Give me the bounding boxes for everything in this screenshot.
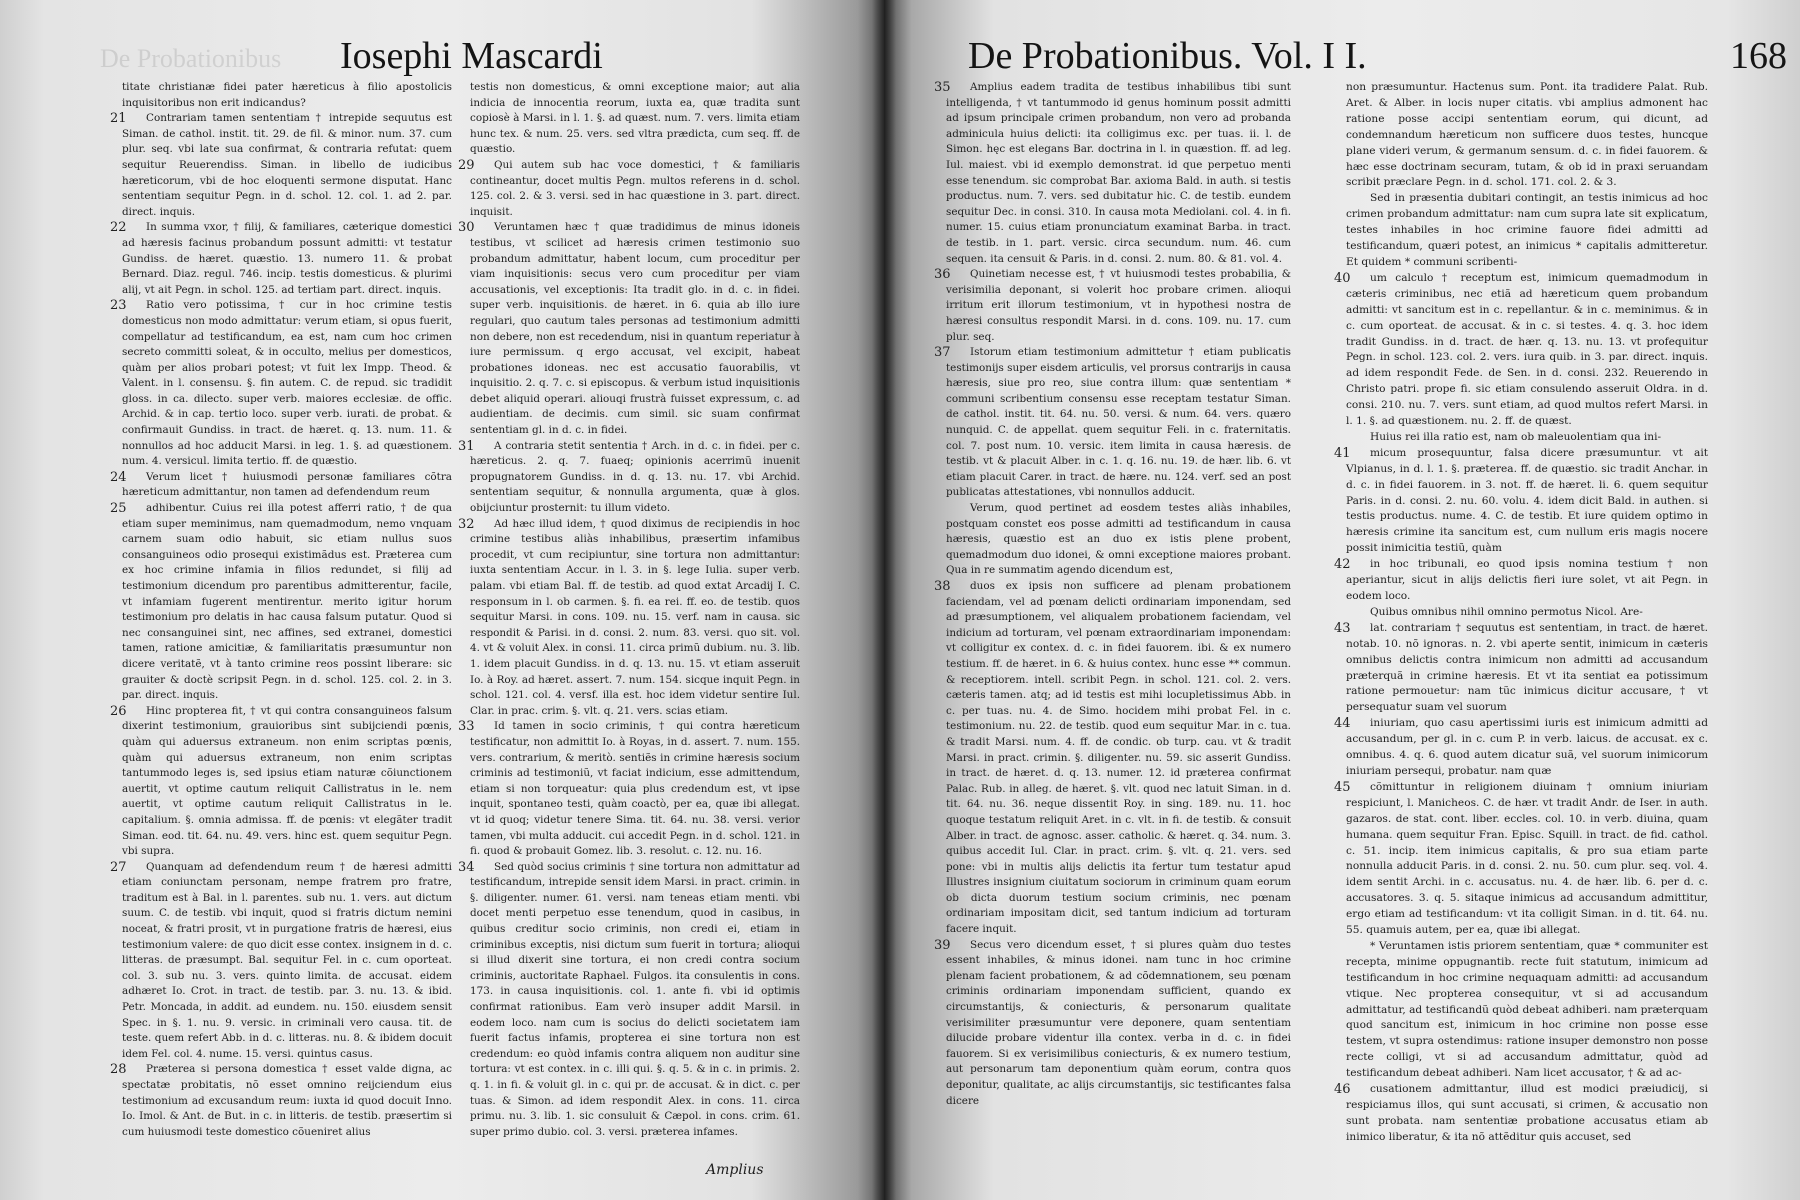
margin-number: 42 xyxy=(1334,557,1351,573)
margin-number: 38 xyxy=(934,579,951,594)
paragraph xyxy=(1346,80,1708,191)
margin-number: 46 xyxy=(1334,1082,1351,1098)
paragraph xyxy=(1334,270,1708,430)
margin-number: 23 xyxy=(110,298,127,314)
paragraph xyxy=(458,157,800,220)
paragraph-text: Contrariam tamen sententiam † intrepide sequutus est Siman. de cathol. instit. tit. 29. de fil. & minor. num. 37. cum plur. seq. vbi late sua confirmat, & contraria refutat: quem sequitur Reuerendiss. Siman. in libello de iudicibus hæreticorum, vbi de hoc eloquenti sermone disputat. Hanc sententiam sequitur Pegn. in d. schol. 12. col. 1. ad 2. par. direct. inquis. xyxy=(122,112,452,218)
paragraph-text: Secus vero dicendum esset, † si plures quàm duo testes essent inhabiles, & minus idonei. nam tunc in hoc crimine plenam facient probationem, & ad cõdemnationem, seu pœnam criminis ordinariam imponendam sufficient, quando ex circumstantijs, & coniecturis, & personarum qualitate verisimiliter præsumuntur vere deponere, quam sententiam dilucide probare videntur illa contex. verba in d. c. in fidei fauorem. Si ex verisimilibus coniecturis, & ex numero testium, aut personarum tam deponentium quàm eorum, contra quos deponitur, qualitate, ac alijs circumstantijs, sic testificantes falsa dicere xyxy=(946,938,1291,1107)
paragraph-text: * Veruntamen istis priorem sententiam, quæ * communiter est recepta, minime oppugnantib. recte fuit statutum, inimicum ad testificandum in hoc crimine nequaquam admitti: ad accusandum vtique. Nec propterea consequitur, vt si ad accusandum admittatur, ad testificandũ quòd debeat adhiberi. nam præterquam quod sancitum est, inimicum in hoc crimine non posse esse testem, vt supra ostendimus: ratione insuper demonstro non posse recte colligi, vt si ad accusandum admittatur, quòd ad testificandum debeat adhiberi. Nam licet accusator, † & ad ac- xyxy=(1346,939,1708,1080)
paragraph-text: Veruntamen hæc † quæ tradidimus de minus idoneis testibus, vt scilicet ad hæresis crimen testimonio suo probandum admittatur, habent locum, cum proceditur per viam inquisitionis: secus vero cum proceditur per viam accusationis, vel exceptionis: Ita tradit glo. in d. c. in fidei. super verb. inquisitionis. de hæret. in 6. quia ab illo iure regulari, quo cautum tales personas ad testimonium admitti non debere, non est recedendum, nisi in quantum reperiatur à iure permissum. q ergo accusat, vel excipit, habeat probationes idoneas. nec est accusatio fauorabilis, vt inquisitio. 2. q. 7. c. si episcopus. & verbum istud inquisitionis debet aliquid operari. aliouqi frustrà fuisset expressum, c. ad audientiam. de decimis. cum simil. sic suam confirmat sententiam gl. in d. c. in fidei. xyxy=(470,221,800,437)
paragraph xyxy=(934,267,1291,345)
paragraph xyxy=(934,579,1291,938)
text-column-right xyxy=(458,80,800,1140)
bleed-through-header: De Probationibus xyxy=(100,44,282,73)
margin-number: 44 xyxy=(1334,716,1351,732)
paragraph xyxy=(1346,605,1708,621)
paragraph-text: micum prosequuntur, falsa dicere præsumuntur. vt ait Vlpianus, in d. l. 1. §. præterea. ff. de quæstio. sic tradit Anchar. in d. c. in fidei fauorem. in 3. not. ff. de hæret. li. 6. quem sequitur Paris. in d. consi. 2. nu. 60. volu. 4. idem dicit Bald. in authen. si testis productus. nume. 4. C. de testib. Et iure quidem optimo in hæresis crimine ita sancitum est, cum nullum eris magis nocere possit inimicitia testiũ, quàm xyxy=(1346,446,1708,555)
paragraph xyxy=(458,859,800,1141)
paragraph-text: Ad hæc illud idem, † quod diximus de recipiendis in hoc crimine testibus aliàs inhabilibus, præsertim infamibus procedit, vt cum recipiuntur, sine tortura non admittantur: iuxta sententiam Accur. in l. 3. in §. lege Iulia. super verb. palam. vbi etiam Bal. ff. de testib. ad quod extat Arcadij I. C. responsum in l. ob carmen. §. fi. ea rei. ff. eo. de testib. quos sequitur Marsi. in cons. 109. nu. 15. verf. nam in causa. sic respondit & Parisi. in d. consi. 2. num. 83. versi. quo sit. vol. 4. vt & voluit Alex. in consi. 11. circa primũ dubium. nu. 3. lib. 1. idem placuit Gundiss. in d. q. 13. nu. 15. vt etiam asseruit Io. à Roy. ad hæret. assert. 7. num. 154. sicque inquit Pegn. in schol. 121. col. 4. versf. illa est. hoc idem videtur sentire Iul. Clar. in prac. crim. §. vlt. q. 21. vers. scias etiam. xyxy=(470,517,800,717)
paragraph xyxy=(458,719,800,859)
paragraph-text: Hinc propterea fit, † vt qui contra consanguineos falsum dixerint testimonium, grauioribus sint subijciendi pœnis, quàm qui aduersus extraneum. non enim scriptas pœnis, quàm qui aduersus extraneum, non enim scriptas tantummodo leges is, sed ipsius etiam naturæ cõiunctionem auertit, vt optime cautum reliquit Callistratus in le. nem auertit, vt optime cautum reliquit Callistratus in le. capitalium. §. omnia admissa. ff. de pœnis: vt elegãter tradit Siman. eod. tit. 64. nu. 49. vers. hinc est. quem sequitur Pegn. vbi supra. xyxy=(122,704,452,858)
paragraph xyxy=(1346,191,1708,271)
paragraph xyxy=(934,345,1291,501)
paragraph-text: Verum, quod pertinet ad eosdem testes aliàs inhabiles, postquam constet eos posse admitti ad testificandum in causa hæresis, quæstio est an duo ex istis plene probent, quemadmodum duo idonei, & omni exceptione maiores probant. Qua in re summatim agendo dicendum est, xyxy=(946,502,1291,577)
margin-number: 45 xyxy=(1334,779,1351,795)
paragraph-text: non præsumuntur. Hactenus sum. Pont. ita tradidere Palat. Rub. Aret. & Alber. in locis nuper citatis. vbi amplius admonent hac ratione posse accipi sententiam eorum, qui dicunt, ad condemnandum hæreticum non sufficere duos testes, huncque plane videri verum, & germanum sensum. d. c. in fidei fauorem. & hæc esse doctrinam securam, tutam, & ob id in praxi seruandam scribit præclare Pegn. in d. schol. 171. col. 2. & 3. xyxy=(1346,81,1708,189)
paragraph-text: Ratio vero potissima, † cur in hoc crimine testis domesticus non modo admittatur: verum etiam, si opus fuerit, compellatur ad testificandum, ea est, nam cum hoc crimen secreto committi soleat, & in occulto, melius per domesticos, quàm per alios probari potest; vt fuit lex Impp. Theod. & Valent. in l. consensu. §. fin autem. C. de repud. sic tradidit gloss. in ca. dilecto. super verb. maiores ecclesiæ. de offic. Archid. & in cap. tertio loco. super verb. iurati. de probat. & confirmauit Gundiss. in tract. de hæret. q. 13. num. 11. & nonnullos ad hoc adducit Marsi. in leg. 1. §. ad quæstionem. num. 4. versicul. limita tertio. ff. de quæstio. xyxy=(122,299,452,468)
paragraph xyxy=(1334,779,1708,939)
catchword: Amplius xyxy=(706,1162,764,1178)
running-header: De Probationibus. Vol. I I. xyxy=(968,35,1367,77)
right-page xyxy=(884,0,1800,1200)
paragraph-text: cõmittuntur in religionem diuinam † omnium iniuriam respiciunt, l. Manicheos. C. de hær. vt tradit Andr. de Iser. in auth. gazaros. de stat. cont. liber. eccles. col. 10. in verb. diuina, quam humana. quem sequitur Fran. Episc. Squill. in tract. de fid. cathol. c. 51. incip. item inimicus capitalis, & pro sua etiam parte nonnulla adducit Paris. in d. consi. 2. nu. 50. cum plur. seq. vol. 4. idem sentit Archi. in c. accusatus. nu. 4. de hær. lib. 6. per d. c. accusatores. 3. q. 5. sitaque inimicus ad accusandum admittitur, ergo etiam ad testificandum: vt ita colligit Siman. in d. tit. 64. nu. 55. quamuis autem, per ea, quæ ibi allegat. xyxy=(1346,780,1708,937)
paragraph-text: Sed in præsentia dubitari contingit, an testis inimicus ad hoc crimen probandum admittatur: nam cum supra late sit explicatum, testes inhabiles in hoc crimine fauore fidei admitti ad testificandum, quæri potest, an inimicus * capitalis admitteretur. Et quidem * communi scribenti- xyxy=(1346,192,1708,268)
margin-number: 34 xyxy=(458,859,475,875)
paragraph-text: Verum licet † huiusmodi personæ familiares cõtra hæreticum admittantur, non tamen ad defendendum reum xyxy=(122,470,452,499)
margin-number: 33 xyxy=(458,719,475,735)
paragraph-text: titate christianæ fidei pater hæreticus à filio apostolicis inquisitoribus non erit indicandus? xyxy=(122,81,452,109)
paragraph-text: Præterea si persona domestica † esset valde digna, ac spectatæ probitatis, nõ esset omnino reijciendum eius testimonium ad excusandum reum: iuxta id quod docuit Inno. Io. Imol. & Ant. de But. in c. in litteris. de testib. præsertim si cum huiusmodi teste domestico cõueniret alius xyxy=(122,1063,452,1138)
running-header: Iosephi Mascardi xyxy=(340,35,603,77)
paragraph xyxy=(946,501,1291,579)
paragraph-text: Qui autem sub hac voce domestici, † & familiaris contineantur, docet multis Pegn. multos referens in d. schol. 125. col. 2. & 3. versi. sed in hac quæstione in 3. part. direct. inquisit. xyxy=(470,158,800,218)
margin-number: 25 xyxy=(110,501,127,517)
paragraph xyxy=(110,859,452,1063)
margin-number: 35 xyxy=(934,80,951,95)
paragraph xyxy=(110,501,452,704)
paragraph-text: In summa vxor, † filij, & familiares, cæterique domestici ad hæresis facinus probandum possunt admitti: vt testatur Gundiss. de hæret. quæstio. 13. numero 11. & probat Bernard. Diaz. regul. 746. incip. testis domesticus. & plurimi alij, vt ait Pegn. in schol. 125. ad tertiam part. direct. inquis. xyxy=(122,221,452,296)
paragraph xyxy=(458,438,800,517)
margin-number: 28 xyxy=(110,1062,127,1078)
margin-number: 41 xyxy=(1334,445,1351,461)
paragraph xyxy=(934,937,1291,1110)
text-column-right xyxy=(1334,80,1708,1146)
paragraph xyxy=(1334,716,1708,780)
paragraph-text: Sed quòd socius criminis † sine tortura non admittatur ad testificandum, intrepide sensit idem Marsi. in pract. crimin. in §. diligenter. numer. 61. versi. nam teneas etiam menti. vbi docet menti perpetuo esse tenendum, quod in casibus, in quibus creditur socio criminis, non credi ei, etiam in criminibus exceptis, nisi dictum sum fuerit in tortura; alioqui si illud dixerit sine tortura, ei non credi contra socium criminis, auctoritate Raphael. Fulgos. ita consulentis in cons. 173. in causa inquisitionis. col. 1. ante fi. vbi id optimis confirmat rationibus. Eam verò insuper addit Marsil. in eodem loco. nam cum is socius do delicti societatem iam fuerit factus infamis, propterea ei sine tortura non est credendum: eo quòd infamis contra aliquem non auditur sine tortura: vt est contex. in c. illi qui. §. q. 5. & in c. in primis. 2. q. 1. in fi. & voluit gl. in c. qui pr. de accusat. & in dict. c. per tuas. & Simon. ad idem respondit Alex. in cons. 11. circa primu. nu. 3. lib. 1. sic consuluit & Cæpol. in cons. crim. 61. super primo dubio. col. 3. versi. præterea infames. xyxy=(470,860,800,1138)
paragraph xyxy=(1334,620,1708,716)
paragraph-text: Istorum etiam testimonium admittetur † etiam publicatis testimonijs super eisdem articulis, vel prorsus contrarijs in causa hæresis, siue pro reo, siue contra illum: quæ sententiam * communi scribentium consensu esse receptam testatur Siman. de cathol. instit. tit. 64. nu. 50. versi. & num. 64. vers. quæro nunquid. C. de appellat. quem sequitur Feli. in c. fraternitatis. col. 7. post num. 10. versic. item limita in causa hæresis. de testib. vt & placuit Alber. in c. 1. q. 16. nu. 19. de hær. lib. 6. vt etiam placuit Carer. in tract. de hære. nu. 124. verf. sed an post publicatas attestationes, vbi nonnullos adducit. xyxy=(946,346,1291,499)
paragraph-text: Amplius eadem tradita de testibus inhabilibus tibi sunt intelligenda, † vt tantummodo id genus hominum possit admitti ad ipsum principale crimen probandum, non vero ad probanda adminicula huius delicti: ita colligimus exc. per tuas. ii. l. de Simon. hęc est elegans Bar. doctrina in l. in quæstion. ff. ad leg. Iul. maiest. vbi id exemplo demonstrat. id que perpetuo menti esse tenendum. sic comprobat Bar. axioma Bald. in auth. si testis productus. num. 7. vers. sed dubitatur hic. C. de testib. eundem sequitur Dec. in consi. 310. In causa mota Mediolani. col. 4. in fi. numer. 15. cuius etiam pronunciatum examinat Barba. in tract. de testib. in 1. part. versic. circa secundum. num. 46. cum sequen. ita censuit & Paris. in d. consi. 2. num. 80. & 81. vol. 4. xyxy=(946,81,1291,265)
paragraph xyxy=(110,298,452,470)
margin-number: 36 xyxy=(934,267,951,283)
paragraph-text: Quinetiam necesse est, † vt huiusmodi testes probabilia, & verisimilia deponant, si volerit hoc probare crimen. alioqui irritum erit illorum testimonium, vt in hypothesi nostra de hæresi consultus respondit Marsi. in d. cons. 109. nu. 17. cum plur. seq. xyxy=(946,268,1291,343)
margin-number: 22 xyxy=(110,220,127,236)
paragraph-text: lat. contrariam † sequutus est sententiam, in tract. de hæret. notab. 10. nõ ignoras. n. 2. vbi aperte sentit, inimicum in cæteris omnibus delictis contra inimicum non admitti ad accusandum præterquã in crimine hæresis. Et vt ita sentiat ea potissimum ratione permouetur: nam tũc inimicus dicitur accusare, † vt persequatur suam vel suorum xyxy=(1346,621,1708,714)
margin-number: 31 xyxy=(458,438,475,454)
margin-number: 40 xyxy=(1334,270,1351,286)
paragraph xyxy=(1334,1082,1708,1146)
paragraph xyxy=(1334,445,1708,557)
margin-number: 43 xyxy=(1334,620,1351,636)
paragraph-text: Quanquam ad defendendum reum † de hæresi admitti etiam coniunctam personam, nempe fratrem pro fratre, traditum est à Bal. in l. parentes. sub nu. 1. vers. aut dictum suum. C. de testib. vbi inquit, quod si fratris dictum nemini noceat, & fratri prosit, vt in purgatione fratris de hæresi, eius testimonium valere: de quo dicit esse contex. insignem in d. c. litteras. de præsumpt. Bal. sequitur Fel. in c. cum oporteat. col. 3. sub nu. 3. vers. quinto limita. de accusat. eidem adhæret Io. Crot. in tract. de testib. par. 3. nu. 13. & ibid. Petr. Moncada, in addit. ad eundem. nu. 150. eiusdem sensit Spec. in §. 1. nu. 9. versic. in criminali vero causa. tit. de teste. quem refert Abb. in d. c. litteras. nu. 8. & ibidem docuit idem Fel. col. 4. nume. 15. versi. quintus casus. xyxy=(122,860,452,1060)
margin-number: 26 xyxy=(110,703,127,719)
paragraph-text: duos ex ipsis non sufficere ad plenam probationem faciendam, vel ad pœnam delicti ordinariam imponendam, sed ad præsumptionem, vel aliqualem probationem faciendam, vel indicium ad torturam, vel pœnam extraordinariam imponendam: vt colligitur ex contex. d. c. in fidei fauorem. ibi. & ex numero testium. ff. de hæret. in 6. & huius contex. hunc esse ** commun. & receptiorem. intell. scribit Pegn. in schol. 121. col. 2. vers. cæteris tamen. atq; ad id testis est mihi locupletissimus Abb. in c. per tuas. nu. 4. de Simo. hocidem mihi probat Fel. in c. testimonium. nu. 22. de testib. quod eum sequitur Mar. in c. tua. & tradit Marsi. num. 4. ff. de condic. ob turp. cau. vt & tradit Marsi. in pract. crimin. §. diligenter. nu. 59. sic asserit Gundiss. in tract. de hæret. d. q. 13. numer. 12. id præterea confirmat Palac. Rub. in alleg. de hæret. §. vlt. quod nec latuit Siman. in d. tit. 64. nu. 36. neque dissentit Roy. in sing. 189. nu. 11. hoc quoque testatum reliquit Aret. in c. vlt. in fi. de testib. & consuit Alber. in tract. de agnosc. asser. catholic. & hæret. q. 34. num. 3. quibus accedit Iul. Clar. in pract. crim. §. vlt. q. 21. vers. sed pone: vbi in multis alijs delictis ita fertur tum testatur apud Illustres insignium ciuitatum sociorum in criminum quam eorum ob dicta duorum testium socium criminis, nec pœnam ordinariam impositam dicit, sed tantum indicium ad torturam facere inquit. xyxy=(946,580,1291,936)
paragraph-text: adhibentur. Cuius rei illa potest afferri ratio, † de qua etiam super meminimus, nam quemadmodum, nemo vnquam carnem suam odio habuit, sic etiam nullus suos consanguineos odio prosequi existimãdus est. Præterea cum ex hoc crimine infamia in filios redundet, si filij ad testimonium dicendum pro parentibus admitterentur, facile, vt infamiam fugerent mentirentur. merito igitur horum testimonium pro delatis in hac causa falsum putatur. Quod si nec consanguinei sint, nec affines, sed extranei, domestici tamen, ratione amicitiæ, & familiaritatis præsumuntur non dicere veritatẽ, vt à tanto crimine reos possint liberare: sic grauiter & doctè scripsit Pegn. in d. schol. 125. col. 2. in 3. par. direct. inquis. xyxy=(122,502,452,702)
paragraph-text: Id tamen in socio criminis, † qui contra hæreticum testificatur, non admittit Io. à Royas, in d. assert. 7. num. 155. vers. contrarium, & meritò. sentiẽs in crimine hæresis socium criminis ad testimoniũ, vt faciat indicium, esse admittendum, etiam si non torqueatur: quia plus credendum est, vt ipse inquit, spontaneo testi, quàm coactò, per ea, quæ ibi allegat. vt id quoq; videtur tenere Sima. tit. 64. nu. 38. versi. verior tamen, vbi multa adducit. cui accedit Pegn. in d. schol. 121. in fi. quod & probauit Gomez. lib. 3. resolut. c. 12. nu. 16. xyxy=(470,720,800,858)
paragraph xyxy=(470,80,800,158)
paragraph-text: A contraria stetit sententia † Arch. in d. c. in fidei. per c. hæreticus. 2. q. 7. fuaeq; opinionis acerrimũ inuenit propugnatorem Gundiss. in d. q. 13. nu. 17. vbi Archid. sententiam sequitur, & nonnulla argumenta, quæ à glos. obijciuntur prosternit: tu illum videto. xyxy=(470,439,800,515)
left-page xyxy=(0,0,884,1200)
text-column-left xyxy=(110,80,452,1140)
paragraph-text: iniuriam, quo casu apertissimi iuris est inimicum admitti ad accusandum, per gl. in c. cum P. in verb. laicus. de accusat. ex c. omnibus. 4. q. 6. quod autem dicatur suã, vel suorum inimicorum iniuriam persequi, probatur. nam quæ xyxy=(1346,717,1708,777)
text-column-left xyxy=(934,80,1291,1109)
paragraph-text: in hoc tribunali, eo quod ipsis nomina testium † non aperiantur, sicut in alijs delictis fieri iure solet, vt ait Pegn. in eodem loco. xyxy=(1346,558,1708,602)
margin-number: 32 xyxy=(458,516,475,532)
paragraph-text: cusationem admittantur, illud est modici præiudicij, si respiciamus illos, qui sunt accusati, si crimen, & accusatio non sunt probata. nam sententiæ probatione accusatus etiam ab inimico liberatur, & ita nõ attẽditur quis accuset, sed xyxy=(1346,1083,1708,1143)
paragraph xyxy=(110,1062,452,1140)
paragraph xyxy=(458,220,800,438)
margin-number: 39 xyxy=(934,937,951,953)
paragraph xyxy=(934,80,1291,267)
paragraph xyxy=(458,516,800,720)
paragraph xyxy=(110,703,452,860)
paragraph xyxy=(110,220,452,298)
paragraph xyxy=(110,469,452,501)
paragraph xyxy=(122,80,452,111)
paragraph-text: Quibus omnibus nihil omnino permotus Nicol. Are- xyxy=(1370,605,1643,618)
paragraph xyxy=(1334,557,1708,605)
paragraph xyxy=(1346,430,1708,446)
margin-number: 29 xyxy=(458,157,475,173)
margin-number: 30 xyxy=(458,220,475,236)
margin-number: 27 xyxy=(110,859,127,875)
paragraph-text: um calculo † receptum est, inimicum quemadmodum in cæteris criminibus, nec etiã ad hæreticum quem probandum admitti: vt sancitum est in c. repellantur. & in c. meminimus. & in c. cum oporteat. de accusat. & in c. si testes. 4. q. 3. hoc idem tradit Gundiss. in d. tract. de hær. q. 13. nu. 13. vt profequitur Pegn. in schol. 123. col. 2. vers. iura quib. in 3. par. direct. inquis. ad idem respondit Fede. de Sen. in d. consi. 232. Reuerendo in Christo patri. prope fi. sic etiam consulendo asseruit Oldra. in d. consi. 210. nu. 7. vers. sunt etiam, ad quod multos refert Marsi. in l. 1. §. ad quæstionem. nu. 2. ff. de quæst. xyxy=(1346,271,1708,428)
paragraph-text: Huius rei illa ratio est, nam ob maleuolentiam qua ini- xyxy=(1370,430,1662,443)
book-gutter xyxy=(872,0,896,1200)
paragraph xyxy=(110,111,452,220)
paragraph xyxy=(1346,939,1708,1082)
page-number: 168 xyxy=(1730,35,1787,77)
margin-number: 37 xyxy=(934,345,951,361)
margin-number: 21 xyxy=(110,111,127,127)
margin-number: 24 xyxy=(110,469,127,485)
paragraph-text: testis non domesticus, & omni exceptione maior; aut alia indicia de innocentia reorum, iuxta ea, quæ tradita sunt copiosè à Marsi. in l. 1. §. ad quæst. num. 7. vers. limita etiam hunc tex. & num. 25. vers. sed vltra prædicta, cum seq. ff. de quæstio. xyxy=(470,81,800,156)
